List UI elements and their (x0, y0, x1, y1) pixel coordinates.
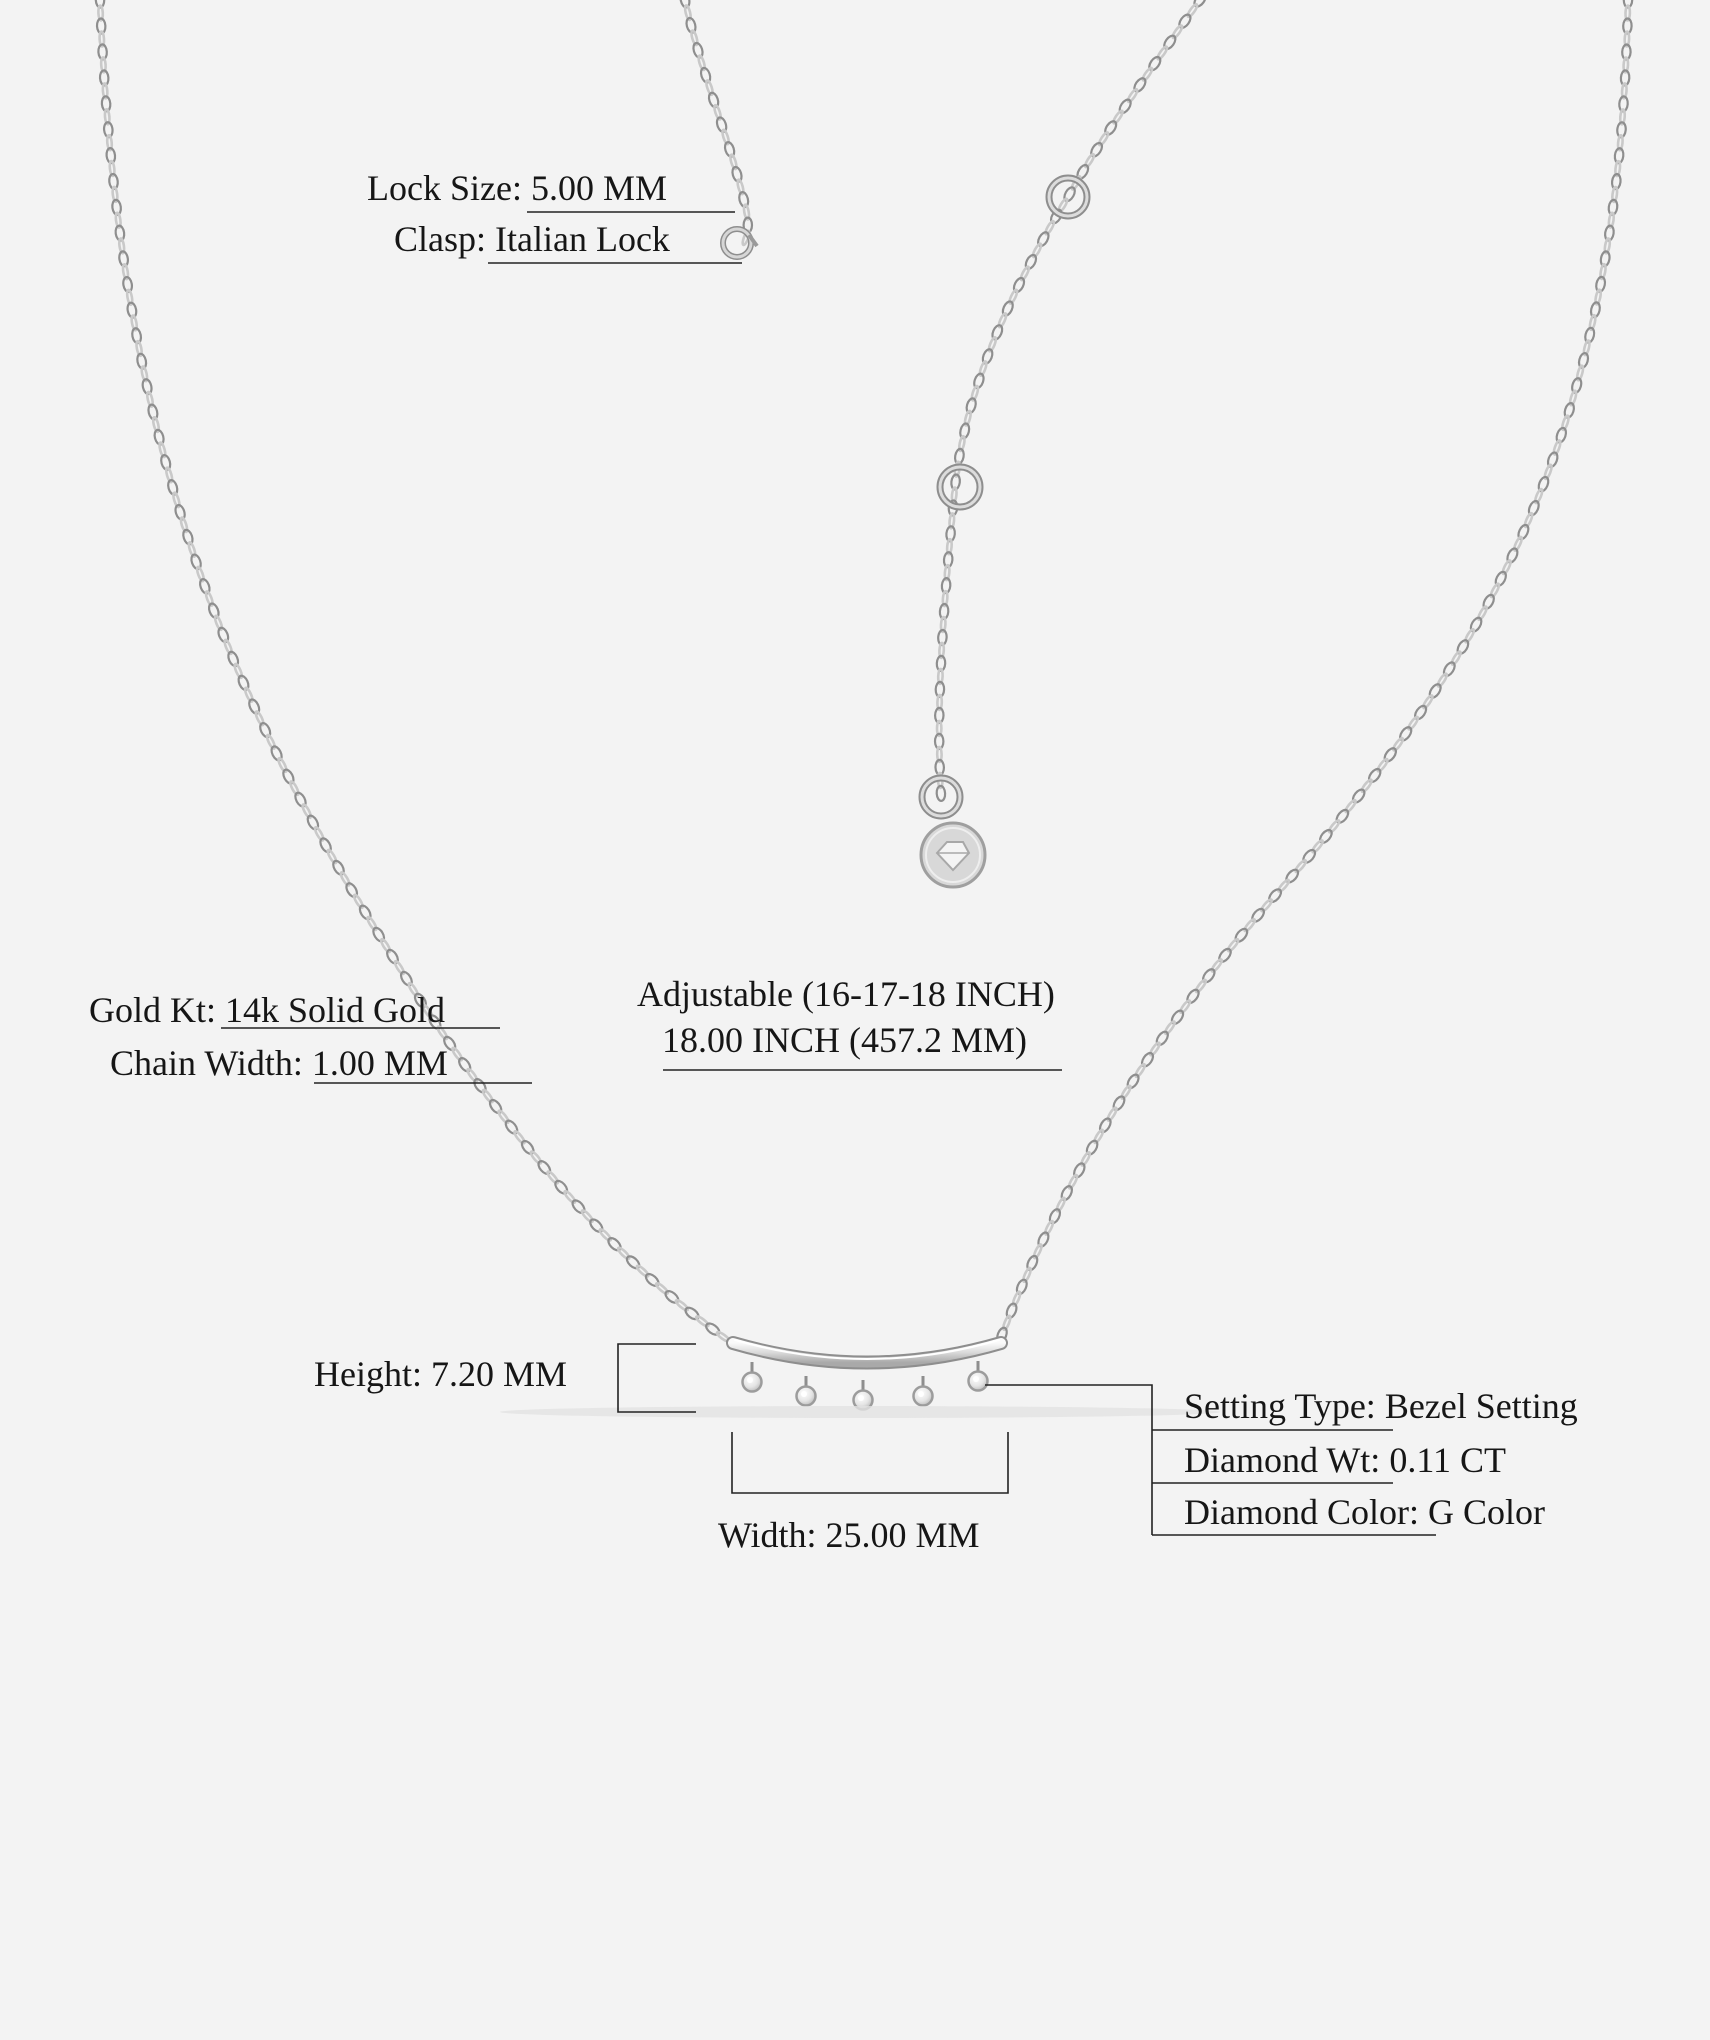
diamond-wt-label: Diamond Wt: (1184, 1440, 1381, 1480)
chain-link (625, 1254, 642, 1270)
chain-link (1407, 716, 1419, 731)
width-spec (718, 1515, 980, 1555)
width-value: 25.00 MM (825, 1515, 980, 1555)
chain-link (1436, 673, 1448, 688)
lock-size-value: 5.00 MM (530, 168, 667, 208)
chain-link (1294, 859, 1307, 873)
chain-link (1156, 46, 1168, 61)
chain-width-spec (110, 1043, 448, 1083)
clasp-value: Italian Lock (495, 219, 670, 259)
gold-kt-label: Gold Kt: (89, 990, 217, 1030)
chain-link (1179, 999, 1191, 1014)
height-label: Height: (314, 1354, 422, 1394)
diamond-wt-spec (1184, 1440, 1506, 1480)
setting-type-label: Setting Type: (1184, 1386, 1376, 1426)
chain-link (563, 1190, 576, 1204)
diamond-sparkle (747, 1377, 753, 1383)
lobster-clasp-ring (723, 229, 757, 257)
diamond-color-label: Diamond Color: (1184, 1492, 1419, 1532)
width-bracket (732, 1432, 1008, 1493)
height-bracket (618, 1344, 696, 1412)
chain-link (497, 1110, 510, 1125)
chain-link (636, 1264, 650, 1277)
curved-bar-pendant (733, 1340, 1001, 1363)
extender-ring-3 (922, 778, 960, 816)
chain-link (617, 1247, 631, 1261)
diamond-wt-value: 0.11 CT (1389, 1440, 1506, 1480)
chain-link (570, 1198, 586, 1215)
diamond-sparkle (918, 1391, 924, 1397)
diamond-sparkle (973, 1376, 979, 1382)
chain-link (529, 1150, 542, 1164)
extender-ring-1 (1049, 178, 1087, 216)
chain-link (1328, 819, 1341, 833)
chain-link (695, 1315, 710, 1328)
chain-link (466, 1068, 478, 1083)
chain-link (606, 1236, 623, 1253)
chain-links (96, 0, 1633, 1352)
chain-link (1243, 918, 1256, 932)
chain-link (451, 1047, 463, 1062)
leader-lines (221, 212, 1436, 1535)
adjustable-length-text: Adjustable (16-17-18 INCH) (637, 974, 1055, 1014)
chain-link (1210, 958, 1223, 972)
diamond-color-value: G Color (1427, 1492, 1545, 1532)
extender-chain (939, 0, 1200, 795)
chain-link (1134, 1063, 1146, 1078)
lock-size-spec (367, 168, 667, 208)
chain-width-value: 1.00 MM (311, 1043, 448, 1083)
chain-link (598, 1228, 612, 1242)
diamond-color-spec (1184, 1492, 1545, 1532)
chain-link (588, 1217, 604, 1234)
width-label: Width: (718, 1515, 817, 1555)
chain-link (1277, 879, 1290, 893)
chain-link (1376, 758, 1389, 773)
chain-link (1186, 3, 1198, 18)
clasp-label: Clasp: (394, 219, 487, 259)
chain-width-label: Chain Width: (110, 1043, 303, 1083)
diamond-sparkle (801, 1391, 807, 1397)
chain-link (1260, 898, 1273, 912)
diamond-sparkle (858, 1395, 864, 1401)
gold-kt-value: 14k Solid Gold (225, 990, 446, 1030)
chain-length-text: 18.00 INCH (457.2 MM) (662, 1020, 1027, 1060)
chain-link (546, 1170, 559, 1184)
chain-link (513, 1130, 526, 1144)
chain-link (581, 1209, 594, 1223)
chain-link (1344, 799, 1357, 813)
chain-link (1171, 24, 1183, 39)
chain-link (1360, 779, 1373, 794)
chain-link (655, 1282, 669, 1295)
chain-link (675, 1299, 689, 1312)
chain-link (1311, 839, 1324, 853)
logo-tag-disc (921, 823, 985, 887)
clasp-spec (394, 219, 670, 259)
setting-type-value: Bezel Setting (1384, 1386, 1578, 1426)
chain-link (482, 1089, 495, 1104)
chain-link (1227, 938, 1240, 952)
height-spec (314, 1354, 567, 1394)
chain-link (1195, 979, 1208, 994)
setting-type-spec (1184, 1386, 1578, 1426)
height-value: 7.20 MM (430, 1354, 568, 1394)
lock-size-label: Lock Size: (367, 168, 522, 208)
chain-link (1422, 694, 1434, 709)
gold-kt-spec (89, 990, 445, 1030)
